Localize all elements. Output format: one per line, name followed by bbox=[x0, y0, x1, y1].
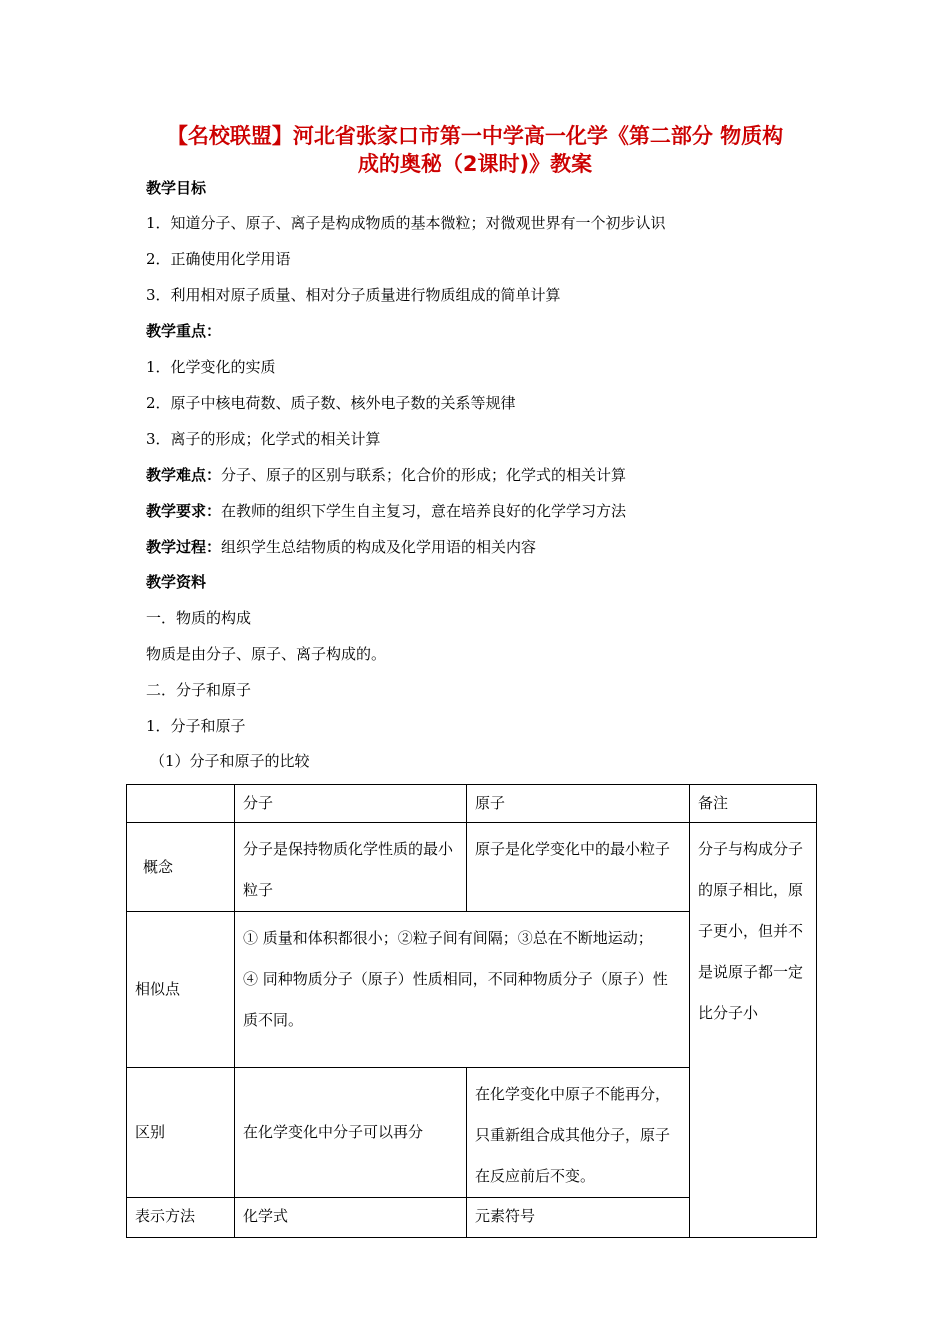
comparison-table bbox=[126, 784, 817, 1238]
concept-atom: 原子是化学变化中的最小粒子 bbox=[467, 823, 690, 912]
section1-text: 物质是由分子、原子、离子构成的。 bbox=[146, 645, 387, 663]
row-label-representation: 表示方法 bbox=[127, 1198, 235, 1238]
similar-line-1: ① 质量和体积都很小；②粒子间有间隔；③总在不断地运动； bbox=[243, 929, 653, 947]
table-header-cell: 分子 bbox=[235, 785, 467, 823]
process-label: 教学过程： bbox=[146, 538, 222, 556]
similar-line-2: ④ 同种物质分子（原子）性质相同，不同种物质分子（原子）性质不同。 bbox=[243, 970, 668, 1029]
difference-molecule: 在化学变化中分子可以再分 bbox=[235, 1068, 467, 1198]
difference-atom: 在化学变化中原子不能再分，只重新组合成其他分子，原子在反应前后不变。 bbox=[467, 1068, 690, 1198]
document-title bbox=[100, 122, 850, 178]
table-row bbox=[127, 823, 817, 912]
difficulty-line bbox=[146, 465, 626, 485]
objective-item: 1．知道分子、原子、离子是构成物质的基本微粒；对微观世界有一个初步认识 bbox=[146, 214, 666, 232]
table-header-cell bbox=[127, 785, 235, 823]
difficulty-label: 教学难点： bbox=[146, 466, 222, 484]
materials-heading: 教学资料 bbox=[146, 573, 207, 591]
process-line bbox=[146, 537, 536, 557]
requirement-text: 在教师的组织下学生自主复习，意在培养良好的化学学习方法 bbox=[221, 502, 627, 520]
key-point-item: 2．原子中核电荷数、质子数、核外电子数的关系等规律 bbox=[146, 394, 516, 412]
difficulty-text: 分子、原子的区别与联系；化合价的形成；化学式的相关计算 bbox=[221, 466, 627, 484]
table-header-row bbox=[127, 785, 817, 823]
objectives-heading: 教学目标 bbox=[146, 179, 207, 197]
table-header-cell: 备注 bbox=[690, 785, 817, 823]
title-line-2: 成的奥秘（2课时)》教案 bbox=[357, 152, 593, 176]
title-line-1: 【名校联盟】河北省张家口市第一中学高一化学《第二部分 物质构 bbox=[166, 124, 784, 148]
row-label-difference: 区别 bbox=[127, 1068, 235, 1198]
process-text: 组织学生总结物质的构成及化学用语的相关内容 bbox=[221, 538, 537, 556]
key-point-item: 1．化学变化的实质 bbox=[146, 358, 276, 376]
requirement-line bbox=[146, 501, 626, 521]
key-point-item: 3．离子的形成；化学式的相关计算 bbox=[146, 430, 381, 448]
section2-subsub: （1）分子和原子的比较 bbox=[150, 752, 310, 770]
representation-molecule: 化学式 bbox=[235, 1198, 467, 1238]
note-cell: 分子与构成分子的原子相比，原子更小，但并不是说原子都一定比分子小 bbox=[690, 823, 817, 1238]
table-header-cell: 原子 bbox=[467, 785, 690, 823]
key-points-heading: 教学重点： bbox=[146, 322, 222, 340]
section1-heading: 一．物质的构成 bbox=[146, 609, 252, 627]
row-label-concept: 概念 bbox=[127, 823, 235, 912]
representation-atom: 元素符号 bbox=[467, 1198, 690, 1238]
requirement-label: 教学要求： bbox=[146, 502, 222, 520]
similar-content bbox=[235, 912, 690, 1068]
concept-molecule: 分子是保持物质化学性质的最小粒子 bbox=[235, 823, 467, 912]
row-label-similar: 相似点 bbox=[127, 912, 235, 1068]
objective-item: 2．正确使用化学用语 bbox=[146, 250, 291, 268]
section2-sub: 1．分子和原子 bbox=[146, 717, 246, 735]
objective-item: 3．利用相对原子质量、相对分子质量进行物质组成的简单计算 bbox=[146, 286, 561, 304]
section2-heading: 二．分子和原子 bbox=[146, 681, 252, 699]
